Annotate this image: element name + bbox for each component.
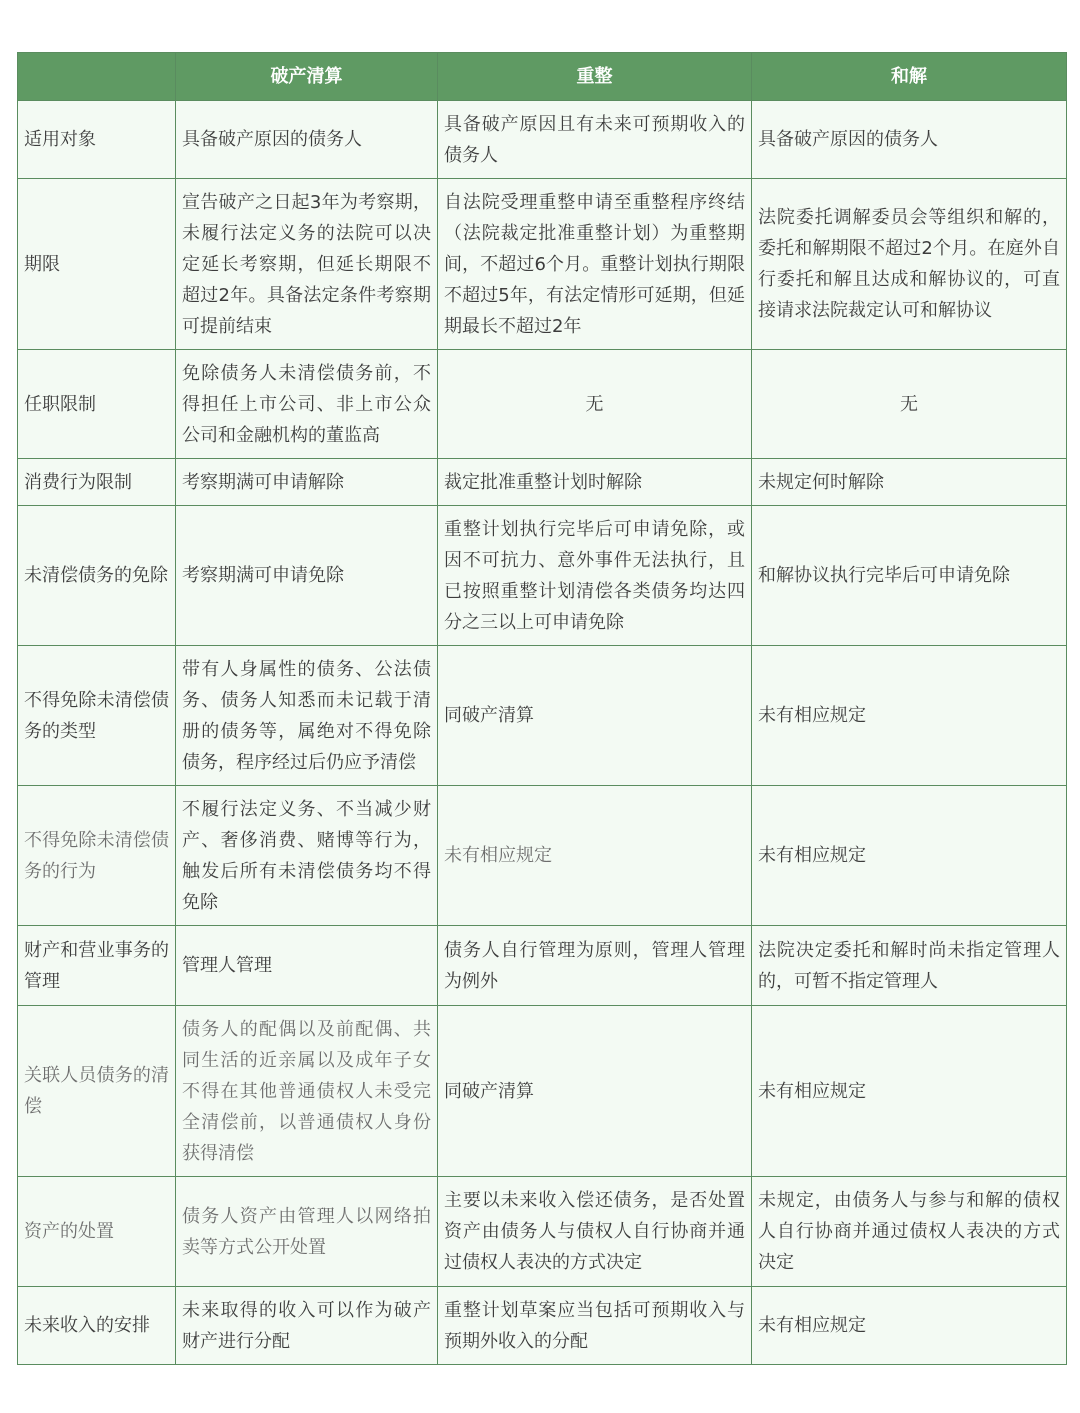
row-label: 关联人员债务的清偿 [18,1006,176,1177]
header-corner [18,53,176,101]
cell-settlement: 法院决定委托和解时尚未指定管理人的，可暂不指定管理人 [752,926,1067,1006]
row-label: 财产和营业事务的管理 [18,926,176,1006]
cell-reorganization: 债务人自行管理为原则，管理人管理为例外 [438,926,752,1006]
cell-settlement: 未有相应规定 [752,1006,1067,1177]
table-row [18,926,1067,1006]
header-row [18,53,1067,101]
cell-reorganization: 同破产清算 [438,1006,752,1177]
cell-settlement: 未有相应规定 [752,786,1067,926]
table-row [18,350,1067,459]
cell-reorganization: 同破产清算 [438,646,752,786]
table-row [18,1006,1067,1177]
cell-bankruptcy: 未来取得的收入可以作为破产财产进行分配 [176,1287,438,1365]
header-bankruptcy: 破产清算 [176,53,438,101]
comparison-table-container [17,52,1066,1365]
row-label: 不得免除未清偿债务的类型 [18,646,176,786]
table-row [18,646,1067,786]
table-row [18,179,1067,350]
cell-bankruptcy: 债务人资产由管理人以网络拍卖等方式公开处置 [176,1177,438,1287]
cell-reorganization: 裁定批准重整计划时解除 [438,459,752,506]
cell-settlement: 法院委托调解委员会等组织和解的，委托和解期限不超过2个月。在庭外自行委托和解且达成和解协议的，可直接请求法院裁定认可和解协议 [752,179,1067,350]
cell-reorganization: 无 [438,350,752,459]
cell-reorganization: 重整计划草案应当包括可预期收入与预期外收入的分配 [438,1287,752,1365]
table-row [18,1177,1067,1287]
row-label: 不得免除未清偿债务的行为 [18,786,176,926]
cell-bankruptcy: 债务人的配偶以及前配偶、共同生活的近亲属以及成年子女不得在其他普通债权人未受完全清偿前，以普通债权人身份获得清偿 [176,1006,438,1177]
row-label: 适用对象 [18,101,176,179]
row-label: 未清偿债务的免除 [18,506,176,646]
row-label: 资产的处置 [18,1177,176,1287]
row-label: 任职限制 [18,350,176,459]
cell-reorganization: 自法院受理重整申请至重整程序终结（法院裁定批准重整计划）为重整期间，不超过6个月。重整计划执行期限不超过5年，有法定情形可延期，但延期最长不超过2年 [438,179,752,350]
cell-settlement: 未有相应规定 [752,646,1067,786]
cell-bankruptcy: 考察期满可申请免除 [176,506,438,646]
cell-reorganization: 重整计划执行完毕后可申请免除，或因不可抗力、意外事件无法执行，且已按照重整计划清偿各类债务均达四分之三以上可申请免除 [438,506,752,646]
cell-settlement: 无 [752,350,1067,459]
cell-settlement: 具备破产原因的债务人 [752,101,1067,179]
cell-bankruptcy: 具备破产原因的债务人 [176,101,438,179]
cell-bankruptcy: 带有人身属性的债务、公法债务、债务人知悉而未记载于清册的债务等，属绝对不得免除债务，程序经过后仍应予清偿 [176,646,438,786]
cell-settlement: 未规定何时解除 [752,459,1067,506]
cell-bankruptcy: 免除债务人未清偿债务前，不得担任上市公司、非上市公众公司和金融机构的董监高 [176,350,438,459]
cell-reorganization: 主要以未来收入偿还债务，是否处置资产由债务人与债权人自行协商并通过债权人表决的方式决定 [438,1177,752,1287]
cell-bankruptcy: 管理人管理 [176,926,438,1006]
comparison-table [17,52,1067,1365]
cell-bankruptcy: 宣告破产之日起3年为考察期，未履行法定义务的法院可以决定延长考察期，但延长期限不超过2年。具备法定条件考察期可提前结束 [176,179,438,350]
cell-settlement: 未有相应规定 [752,1287,1067,1365]
header-settlement: 和解 [752,53,1067,101]
table-row [18,101,1067,179]
cell-reorganization: 未有相应规定 [438,786,752,926]
table-row [18,459,1067,506]
table-row [18,506,1067,646]
cell-bankruptcy: 不履行法定义务、不当减少财产、奢侈消费、赌博等行为，触发后所有未清偿债务均不得免除 [176,786,438,926]
table-row [18,1287,1067,1365]
cell-settlement: 和解协议执行完毕后可申请免除 [752,506,1067,646]
cell-reorganization: 具备破产原因且有未来可预期收入的债务人 [438,101,752,179]
row-label: 未来收入的安排 [18,1287,176,1365]
row-label: 期限 [18,179,176,350]
header-reorganization: 重整 [438,53,752,101]
table-row [18,786,1067,926]
cell-settlement: 未规定，由债务人与参与和解的债权人自行协商并通过债权人表决的方式决定 [752,1177,1067,1287]
cell-bankruptcy: 考察期满可申请解除 [176,459,438,506]
row-label: 消费行为限制 [18,459,176,506]
